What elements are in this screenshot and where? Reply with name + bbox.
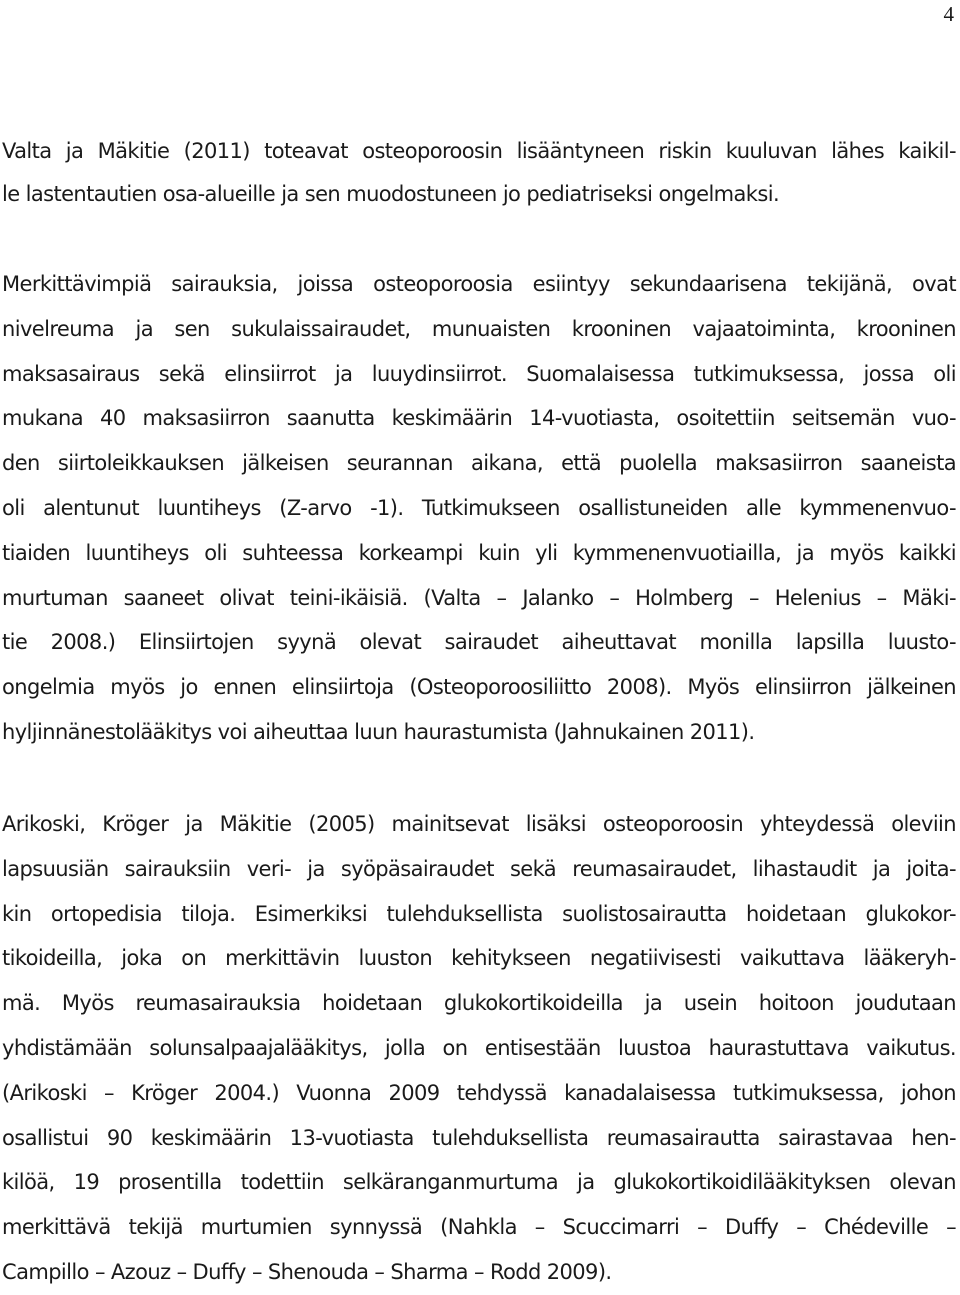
text-line: yhdistämään solunsalpaajalääkitys, jolla on entisestään luustoa haurastuttava vaikutus.: [2, 1035, 956, 1060]
text-line: Merkittävimpiä sairauksia, joissa osteoporoosia esiintyy sekundaarisena tekijänä, ovat: [2, 272, 956, 296]
paragraph-2: [2, 262, 956, 755]
text-line: kilöä, 19 prosentilla todettiin selkäranganmurtuma ja glukokortikoidilääkityksen olevan: [2, 1170, 956, 1195]
text-line: mä. Myös reumasairauksia hoidetaan glukokortikoideilla ja usein hoitoon joudutaan: [2, 991, 956, 1016]
text-line: kin ortopedisia tiloja. Esimerkiksi tulehduksellista suolistosairautta hoidetaan glukokor-: [2, 901, 956, 926]
paragraph-3: [2, 802, 956, 1295]
text-line: (Arikoski – Kröger 2004.) Vuonna 2009 tehdyssä kanadalaisessa tutkimuksessa, johon: [2, 1080, 956, 1105]
page-number: 4: [943, 2, 954, 26]
text-line: ongelmia myös jo ennen elinsiirtoja (Osteoporoosiliitto 2008). Myös elinsiirron jälkeinen: [2, 675, 956, 700]
paragraph-1: [2, 130, 956, 216]
text-line: Valta ja Mäkitie (2011) toteavat osteoporoosin lisääntyneen riskin kuuluvan lähes kaikil-: [2, 139, 956, 163]
text-line: le lastentautien osa-alueille ja sen muodostuneen jo pediatriseksi ongelmaksi.: [2, 182, 780, 206]
text-line: murtuman saaneet olivat teini-ikäisiä. (Valta – Jalanko – Holmberg – Helenius – Mäki-: [2, 585, 956, 610]
text-line: hyljinnänestolääkitys voi aiheuttaa luun haurastumista (Jahnukainen 2011).: [2, 719, 755, 744]
text-line: tikoideilla, joka on merkittävin luuston kehitykseen negatiivisesti vaikuttava lääkeryh-: [2, 946, 956, 971]
text-line: den siirtoleikkauksen jälkeisen seurannan aikana, että puolella maksasiirron saaneista: [2, 451, 956, 476]
text-line: mukana 40 maksasiirron saanutta keskimäärin 14-vuotiasta, osoitettiin seitsemän vuo-: [2, 406, 956, 431]
text-line: maksasairaus sekä elinsiirrot ja luuydinsiirrot. Suomalaisessa tutkimuksessa, jossa oli: [2, 361, 956, 386]
text-line: tie 2008.) Elinsiirtojen syynä olevat sairaudet aiheuttavat monilla lapsilla luusto-: [2, 630, 956, 655]
text-line: lapsuusiän sairauksiin veri- ja syöpäsairaudet sekä reumasairaudet, lihastaudit ja joita-: [2, 856, 956, 881]
text-line: oli alentunut luuntiheys (Z-arvo -1). Tutkimukseen osallistuneiden alle kymmenenvuo-: [2, 495, 956, 520]
text-line: tiaiden luuntiheys oli suhteessa korkeampi kuin yli kymmenenvuotiailla, ja myös kaikki: [2, 540, 956, 565]
text-line: merkittävä tekijä murtumien synnyssä (Nahkla – Scuccimarri – Duffy – Chédeville –: [2, 1215, 956, 1240]
text-line: osallistui 90 keskimäärin 13-vuotiasta tulehduksellista reumasairautta sairastavaa hen-: [2, 1125, 956, 1150]
text-line: Arikoski, Kröger ja Mäkitie (2005) mainitsevat lisäksi osteoporoosin yhteydessä oleviin: [2, 812, 956, 836]
text-line: Campillo – Azouz – Duffy – Shenouda – Sharma – Rodd 2009).: [2, 1259, 612, 1284]
text-line: nivelreuma ja sen sukulaissairaudet, munuaisten krooninen vajaatoiminta, krooninen: [2, 316, 956, 341]
